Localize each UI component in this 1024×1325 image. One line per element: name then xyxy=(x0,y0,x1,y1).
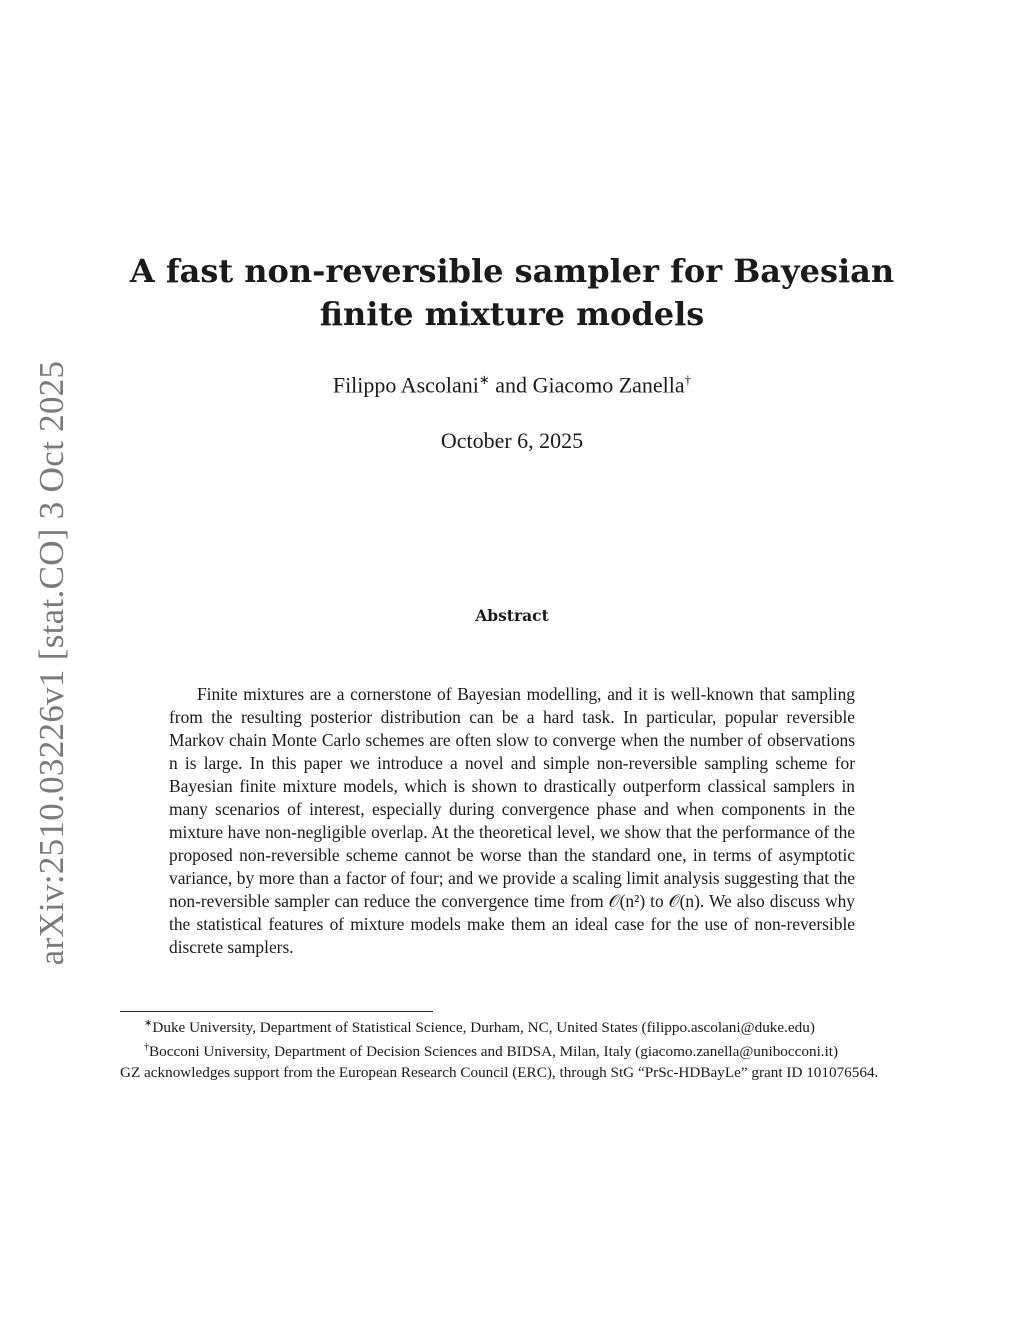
footnote-mark: † xyxy=(684,372,692,387)
footnote-affiliation-2 xyxy=(120,1038,904,1062)
paper-title xyxy=(120,250,904,336)
footnote-text: GZ acknowledges support from the European Research Council (ERC), through StG “PrSc-HDBayLe” grant ID 101076564. xyxy=(120,1063,879,1081)
abstract-text: Finite mixtures are a cornerstone of Bayesian modelling, and it is well-known that sampling from the resulting posterior distribution can be a hard task. In particular, popular reversible Markov chain Monte Carlo schemes are often slow to converge when the number of observations n is large. In this paper we introduce a novel and simple non-reversible sampling scheme for Bayesian finite mixture models, which is shown to drastically outperform classical samplers in many scenarios of interest, especially during convergence phase and when components in the mixture have non-negligible overlap. At the theoretical level, we show that the performance of the proposed non-reversible scheme cannot be worse than the standard one, in terms of asymptotic variance, by more than a factor of four; and we provide a scaling limit analysis suggesting that the non-reversible sampler can reduce the convergence time from 𝒪(n²) to 𝒪(n). We also discuss why the statistical features of mixture models make them an ideal case for the use of non-reversible discrete samplers. xyxy=(169,684,855,957)
footnote-rule xyxy=(120,1011,433,1012)
paper-title-line-1: A fast non-reversible sampler for Bayesian xyxy=(129,252,895,290)
abstract-heading: Abstract xyxy=(475,606,549,625)
footnote-text: Duke University, Department of Statistical Science, Durham, NC, United States (filippo.ascolani@duke.edu) xyxy=(152,1019,815,1037)
paper-title-line-2: finite mixture models xyxy=(319,295,705,333)
footnote-mark: ∗ xyxy=(478,372,490,387)
footnote-mark: † xyxy=(144,1042,149,1054)
author-name: Giacomo Zanella xyxy=(532,372,685,398)
footnote-text: Bocconi University, Department of Decision Sciences and BIDSA, Milan, Italy (giacomo.zanella@unibocconi.it) xyxy=(149,1043,839,1061)
footnote-mark: ∗ xyxy=(144,1018,153,1029)
footnote-affiliation-1 xyxy=(120,1014,904,1038)
author-name: Filippo Ascolani xyxy=(332,372,479,398)
publication-date: October 6, 2025 xyxy=(440,428,584,453)
footnotes xyxy=(120,1014,904,1083)
arxiv-identifier-stamp: arXiv:2510.03226v1 [stat.CO] 3 Oct 2025 xyxy=(32,360,71,966)
author-connector: and xyxy=(495,372,528,398)
author-list xyxy=(120,372,904,398)
footnote-funding xyxy=(120,1063,904,1083)
